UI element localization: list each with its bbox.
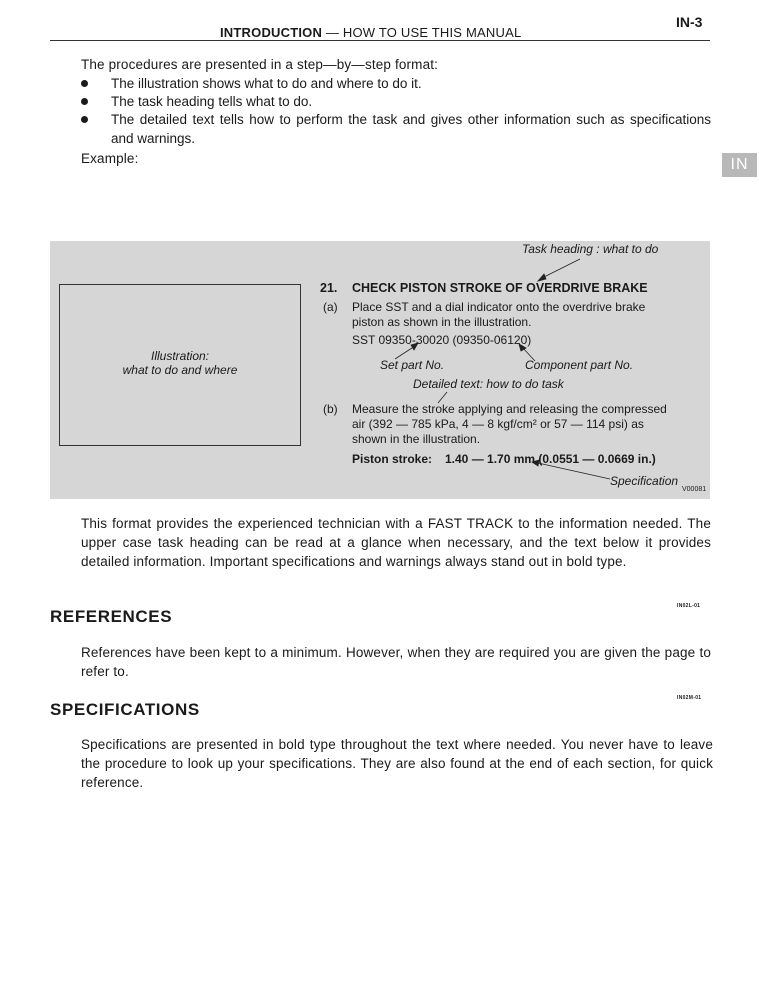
illustration-caption-line2: what to do and where: [122, 363, 238, 377]
fast-track-paragraph: This format provides the experienced technician with a FAST TRACK to the information needed. The upper case task heading can be read at a glance when necessary, and the text below it provides detailed information. Important specifications and warnings always stand out in bold type.: [81, 516, 711, 569]
intro-lead: The procedures are presented in a step—by—step format:: [81, 57, 439, 72]
bullet-text: The task heading tells what to do.: [111, 94, 313, 109]
bullet-dot-icon: [81, 98, 88, 105]
header-section-title: INTRODUCTION: [220, 25, 323, 40]
illustration-caption: [60, 349, 300, 377]
references-code: IN02L-01: [677, 603, 701, 609]
substep-b-line3: shown in the illustration.: [352, 432, 481, 446]
step-number: 21.: [320, 281, 338, 295]
substep-b-label: (b): [323, 402, 338, 416]
illustration-placeholder: [59, 284, 301, 446]
section-thumb-tab: IN: [722, 153, 757, 177]
references-text: References have been kept to a minimum. However, when they are required you are given the page to refer to.: [81, 645, 711, 679]
task-heading-arrowhead: [538, 274, 546, 281]
set-part-note: Set part No.: [380, 358, 445, 372]
task-heading-arrow: [542, 259, 580, 278]
figure-code: V00081: [682, 486, 707, 493]
example-figure: [50, 241, 710, 499]
task-heading-note: Task heading : what to do: [522, 242, 659, 256]
specifications-text: Specifications are presented in bold type throughout the text where needed. You never have to leave the procedure to look up your specifications. They are also found at the end of each section, for quick reference.: [81, 737, 713, 790]
specifications-heading: SPECIFICATIONS: [50, 700, 200, 719]
component-part-note: Component part No.: [525, 358, 634, 372]
page-number: IN-3: [676, 14, 703, 30]
substep-b-line2: air (392 — 785 kPa, 4 — 8 kgf/cm² or 57 — 114 psi) as: [352, 417, 644, 431]
detailed-text-note: Detailed text: how to do task: [413, 377, 564, 391]
substep-a-label: (a): [323, 300, 338, 314]
sst-line: SST 09350-30020 (09350-06120): [352, 333, 532, 347]
illustration-caption-line1: Illustration:: [150, 349, 210, 363]
bullet-dot-icon: [81, 80, 88, 87]
header-rule: [50, 40, 710, 41]
bullet-text: The detailed text tells how to perform the task and gives other information such as specifications and warnings.: [111, 112, 711, 146]
specification-note: Specification: [610, 474, 679, 488]
substep-a-line1: Place SST and a dial indicator onto the overdrive brake: [352, 300, 646, 314]
substep-b-line1: Measure the stroke applying and releasing the compressed: [352, 402, 667, 416]
header-subtitle: — HOW TO USE THIS MANUAL: [322, 25, 522, 40]
specifications-code: IN02M-01: [677, 695, 702, 701]
bullet-dot-icon: [81, 116, 88, 123]
substep-a-line2: piston as shown in the illustration.: [352, 315, 532, 329]
running-header: [220, 25, 521, 40]
step-heading: CHECK PISTON STROKE OF OVERDRIVE BRAKE: [352, 281, 648, 295]
spec-value: 1.40 — 1.70 mm (0.0551 — 0.0669 in.): [445, 452, 656, 466]
spec-label: Piston stroke:: [352, 452, 433, 466]
example-label: Example:: [81, 151, 139, 166]
references-heading: REFERENCES: [50, 607, 173, 626]
bullet-text: The illustration shows what to do and where to do it.: [111, 76, 422, 91]
